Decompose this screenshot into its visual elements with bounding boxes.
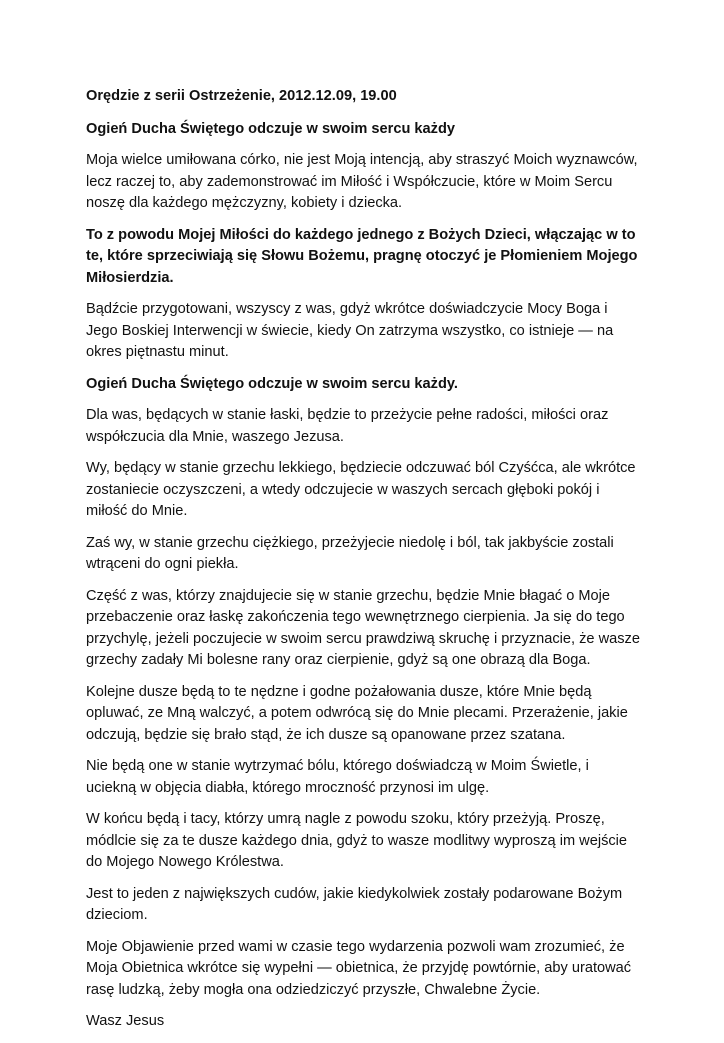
paragraph: Nie będą one w stanie wytrzymać bólu, którego doświadczą w Moim Świetle, i uciekną w objęcia diabła, którego mroczność przynosi im ulgę. <box>86 758 589 796</box>
message-title: Ogień Ducha Świętego odczuje w swoim sercu każdy <box>86 120 455 137</box>
paragraph: Jest to jeden z największych cudów, jakie kiedykolwiek zostały podarowane Bożym dzieciom. <box>86 885 623 923</box>
paragraph: Zaś wy, w stanie grzechu ciężkiego, przeżyjecie niedolę i ból, tak jakbyście zostali wtrąceni do ogni piekła. <box>86 534 614 572</box>
paragraph: Dla was, będących w stanie łaski, będzie to przeżycie pełne radości, miłości oraz współczucia dla Mnie, waszego Jezusa. <box>86 407 609 445</box>
paragraph: Moje Objawienie przed wami w czasie tego wydarzenia pozwoli wam zrozumieć, że Moja Obietnica wkrótce się wypełni — obietnica, że przyjdę powtórnie, aby uratować rasę ludzką, żeby mogła ona odziedziczyć przyszłe, Chwalebne Życie. <box>86 938 632 998</box>
paragraph: W końcu będą i tacy, którzy umrą nagle z powodu szoku, który przeżyją. Proszę, módlcie się za te dusze każdego dnia, gdyż to wasze modlitwy wyproszą im wejście do Mojego Nowego Królestwa. <box>86 811 628 870</box>
message-header: Orędzie z serii Ostrzeżenie, 2012.12.09, 19.00 <box>86 88 397 104</box>
paragraph: Część z was, którzy znajdujecie się w stanie grzechu, będzie Mnie błagać o Moje przebaczenie oraz łaskę zakończenia tego wewnętrznego cierpienia. Ja się do tego przychylę, jeżeli poczujecie w swoim sercu prawdziwą skruchę i przyznacie, że wasze grzechy zadały Mi bolesne rany oraz cierpienie, gdyż są one obrazą dla Boga. <box>86 587 640 668</box>
paragraph-bold: To z powodu Mojej Miłości do każdego jednego z Bożych Dzieci, włączając w to te, które sprzeciwiają się Słowu Bożemu, pragnę otoczyć je Płomieniem Mojego Miłosierdzia. <box>86 226 638 286</box>
paragraph: Bądźcie przygotowani, wszyscy z was, gdyż wkrótce doświadczycie Mocy Boga i Jego Boskiej Interwencji w świecie, kiedy On zatrzyma wszystko, co istnieje — na okres piętnastu minut. <box>86 301 614 360</box>
paragraph: Wy, będący w stanie grzechu lekkiego, będziecie odczuwać ból Czyśćca, ale wkrótce zostaniecie oczyszczeni, a wtedy odczujecie w waszych sercach głęboki pokój i miłość do Mnie. <box>86 460 636 519</box>
paragraph-bold: Ogień Ducha Świętego odczuje w swoim sercu każdy. <box>86 375 458 392</box>
signature: Wasz Jesus <box>86 1013 165 1029</box>
document-body <box>86 86 642 1043</box>
paragraph: Moja wielce umiłowana córko, nie jest Moją intencją, aby straszyć Moich wyznawców, lecz raczej to, aby zademonstrować im Miłość i Współczucie, które w Moim Sercu noszę dla każdego mężczyzny, kobiety i dziecka. <box>86 152 638 211</box>
paragraph: Kolejne dusze będą to te nędzne i godne pożałowania dusze, które Mnie będą opluwać, ze Mną walczyć, a potem odwrócą się do Mnie plecami. Przerażenie, jakie odczują, będzie się brało stąd, że ich dusze są opanowane przez szatana. <box>86 683 628 743</box>
paragraph-list <box>86 150 642 1001</box>
